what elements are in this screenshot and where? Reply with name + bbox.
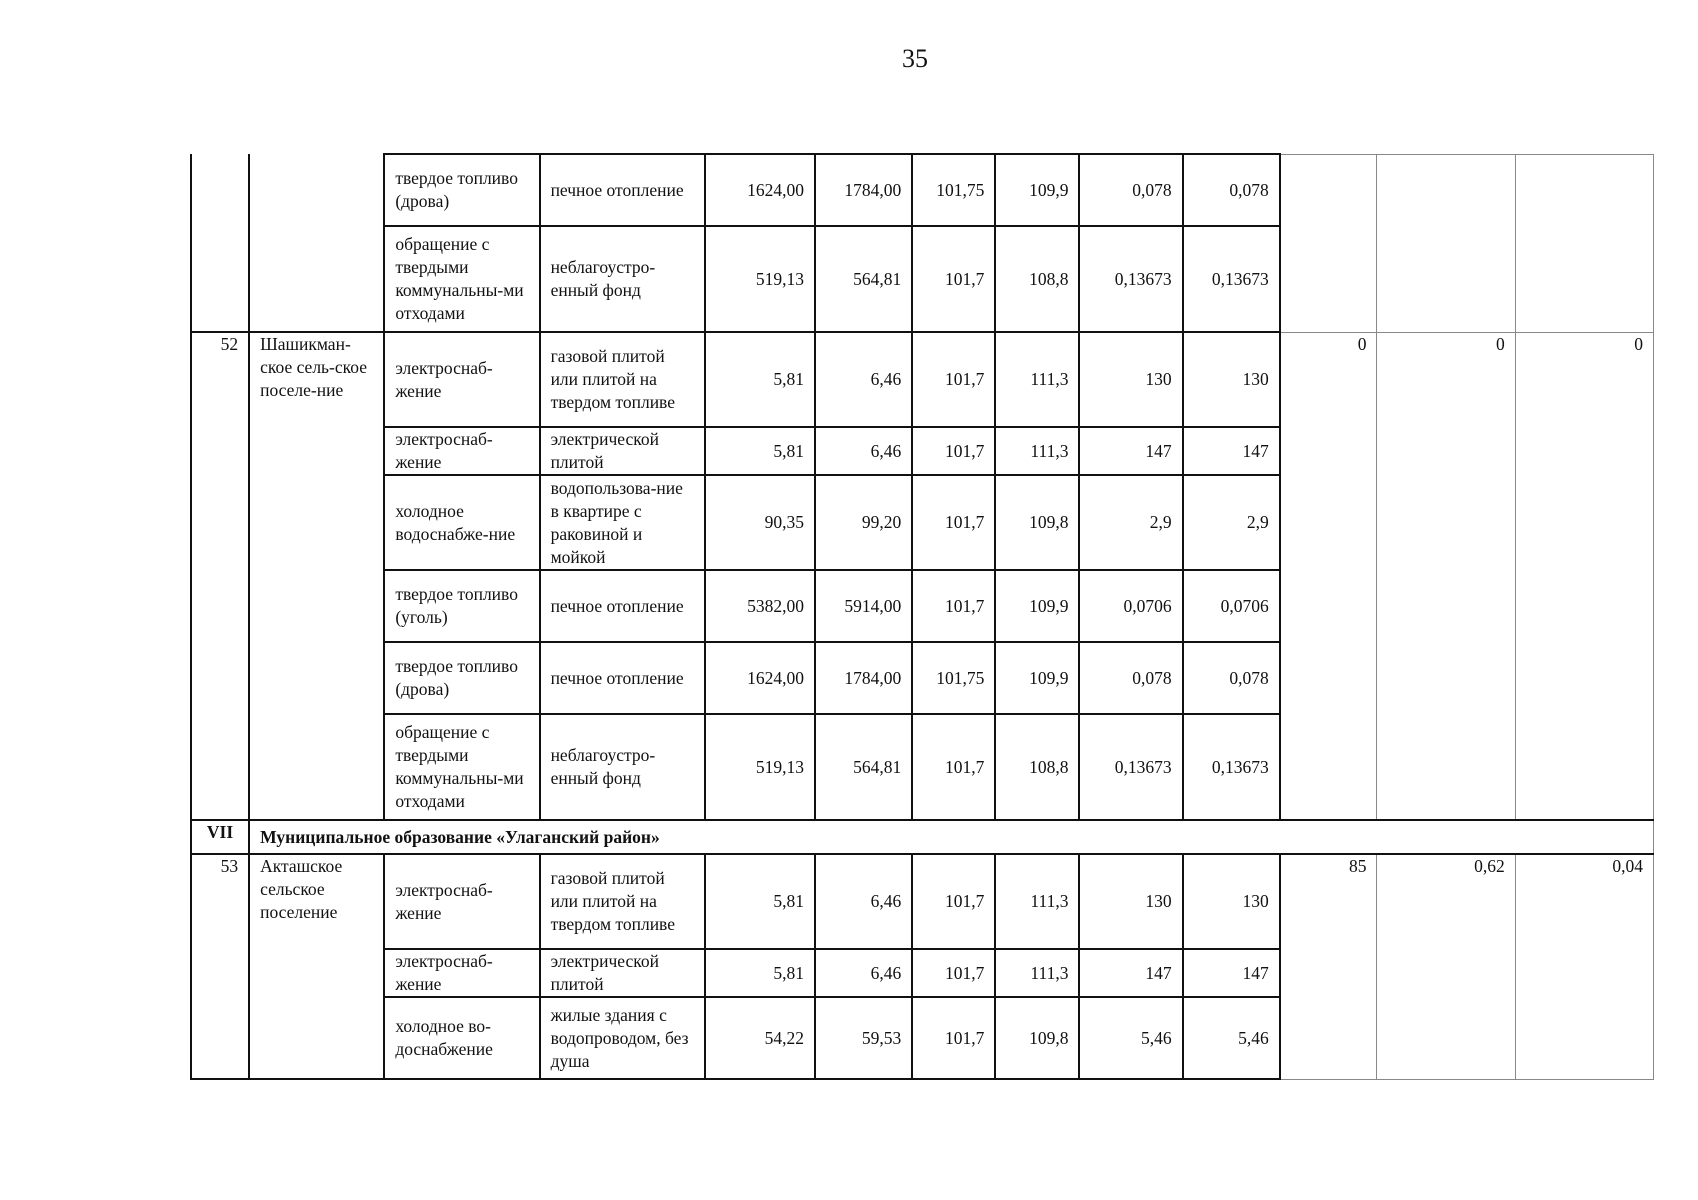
cell-number: 53 bbox=[191, 854, 249, 1079]
cell-value: 0,13673 bbox=[1183, 226, 1280, 332]
cell-value: 0,13673 bbox=[1079, 226, 1182, 332]
cell-extra bbox=[1377, 154, 1515, 332]
cell-extra bbox=[1280, 154, 1377, 332]
cell-value: 1784,00 bbox=[815, 154, 912, 226]
cell-value: 147 bbox=[1183, 427, 1280, 475]
cell-settlement bbox=[249, 154, 384, 332]
cell-value: 101,7 bbox=[912, 949, 995, 997]
cell-category: жилые здания с водопроводом, без душа bbox=[540, 997, 705, 1079]
cell-value: 564,81 bbox=[815, 714, 912, 820]
section-number: VII bbox=[191, 820, 249, 854]
section-title: Муниципальное образование «Улаганский район» bbox=[249, 820, 1653, 854]
cell-value: 99,20 bbox=[815, 475, 912, 570]
cell-value: 111,3 bbox=[995, 332, 1079, 427]
cell-category: неблагоустро-енный фонд bbox=[540, 714, 705, 820]
cell-value: 109,8 bbox=[995, 997, 1079, 1079]
cell-service: обращение с твердыми коммунальны-ми отходами bbox=[384, 714, 539, 820]
cell-value: 6,46 bbox=[815, 949, 912, 997]
cell-extra: 0,62 bbox=[1377, 854, 1515, 1079]
cell-service: твердое топливо (дрова) bbox=[384, 154, 539, 226]
page-number: 35 bbox=[902, 44, 928, 73]
cell-value: 130 bbox=[1079, 332, 1182, 427]
cell-value: 59,53 bbox=[815, 997, 912, 1079]
cell-value: 5382,00 bbox=[705, 570, 815, 642]
cell-value: 108,8 bbox=[995, 714, 1079, 820]
cell-value: 5,81 bbox=[705, 854, 815, 949]
cell-value: 0,078 bbox=[1183, 642, 1280, 714]
cell-number bbox=[191, 154, 249, 332]
cell-value: 2,9 bbox=[1079, 475, 1182, 570]
cell-extra: 0 bbox=[1377, 332, 1515, 820]
cell-extra: 0 bbox=[1280, 332, 1377, 820]
table-row bbox=[191, 332, 1654, 427]
cell-value: 101,7 bbox=[912, 475, 995, 570]
cell-category: неблагоустро-енный фонд bbox=[540, 226, 705, 332]
cell-category: электрической плитой bbox=[540, 949, 705, 997]
cell-number: 52 bbox=[191, 332, 249, 820]
cell-service: холодное во-доснабжение bbox=[384, 997, 539, 1079]
cell-value: 2,9 bbox=[1183, 475, 1280, 570]
cell-value: 147 bbox=[1079, 949, 1182, 997]
cell-value: 101,7 bbox=[912, 570, 995, 642]
cell-value: 109,9 bbox=[995, 642, 1079, 714]
cell-value: 90,35 bbox=[705, 475, 815, 570]
cell-value: 0,0706 bbox=[1183, 570, 1280, 642]
cell-service: обращение с твердыми коммунальны-ми отходами bbox=[384, 226, 539, 332]
cell-value: 519,13 bbox=[705, 714, 815, 820]
cell-value: 5,81 bbox=[705, 949, 815, 997]
cell-service: электроснаб-жение bbox=[384, 854, 539, 949]
cell-value: 130 bbox=[1183, 332, 1280, 427]
cell-category: водопользова-ние в квартире с раковиной и мойкой bbox=[540, 475, 705, 570]
cell-service: твердое топливо (дрова) bbox=[384, 642, 539, 714]
cell-value: 5,46 bbox=[1079, 997, 1182, 1079]
cell-value: 0,078 bbox=[1079, 154, 1182, 226]
cell-service: электроснаб-жение bbox=[384, 332, 539, 427]
cell-value: 5914,00 bbox=[815, 570, 912, 642]
cell-value: 101,7 bbox=[912, 714, 995, 820]
section-row bbox=[191, 820, 1654, 854]
cell-settlement: Акташское сельское поселение bbox=[249, 854, 384, 1079]
cell-value: 109,9 bbox=[995, 570, 1079, 642]
cell-extra bbox=[1515, 154, 1653, 332]
cell-value: 6,46 bbox=[815, 332, 912, 427]
cell-category: печное отопление bbox=[540, 570, 705, 642]
cell-value: 111,3 bbox=[995, 949, 1079, 997]
cell-value: 54,22 bbox=[705, 997, 815, 1079]
cell-extra: 85 bbox=[1280, 854, 1377, 1079]
cell-value: 0,078 bbox=[1183, 154, 1280, 226]
table-row bbox=[191, 854, 1654, 949]
cell-value: 147 bbox=[1183, 949, 1280, 997]
cell-value: 1624,00 bbox=[705, 154, 815, 226]
cell-value: 109,9 bbox=[995, 154, 1079, 226]
cell-value: 101,7 bbox=[912, 997, 995, 1079]
cell-service: электроснаб-жение bbox=[384, 427, 539, 475]
table-row bbox=[191, 154, 1654, 226]
cell-value: 111,3 bbox=[995, 854, 1079, 949]
cell-extra: 0,04 bbox=[1515, 854, 1653, 1079]
cell-value: 519,13 bbox=[705, 226, 815, 332]
cell-category: печное отопление bbox=[540, 154, 705, 226]
cell-value: 130 bbox=[1183, 854, 1280, 949]
cell-value: 5,81 bbox=[705, 332, 815, 427]
cell-service: холодное водоснабже-ние bbox=[384, 475, 539, 570]
cell-value: 108,8 bbox=[995, 226, 1079, 332]
cell-category: газовой плитой или плитой на твердом топливе bbox=[540, 332, 705, 427]
cell-category: газовой плитой или плитой на твердом топливе bbox=[540, 854, 705, 949]
cell-category: электрической плитой bbox=[540, 427, 705, 475]
cell-value: 0,078 bbox=[1079, 642, 1182, 714]
cell-value: 130 bbox=[1079, 854, 1182, 949]
cell-value: 564,81 bbox=[815, 226, 912, 332]
cell-value: 109,8 bbox=[995, 475, 1079, 570]
cell-category: печное отопление bbox=[540, 642, 705, 714]
cell-value: 101,7 bbox=[912, 332, 995, 427]
cell-value: 147 bbox=[1079, 427, 1182, 475]
tariff-table bbox=[190, 153, 1654, 1080]
cell-value: 6,46 bbox=[815, 427, 912, 475]
cell-value: 1784,00 bbox=[815, 642, 912, 714]
cell-value: 5,81 bbox=[705, 427, 815, 475]
cell-extra: 0 bbox=[1515, 332, 1653, 820]
cell-value: 101,75 bbox=[912, 154, 995, 226]
cell-value: 111,3 bbox=[995, 427, 1079, 475]
cell-value: 101,7 bbox=[912, 854, 995, 949]
cell-value: 6,46 bbox=[815, 854, 912, 949]
cell-value: 0,0706 bbox=[1079, 570, 1182, 642]
cell-value: 0,13673 bbox=[1079, 714, 1182, 820]
cell-value: 101,7 bbox=[912, 226, 995, 332]
cell-service: твердое топливо (уголь) bbox=[384, 570, 539, 642]
cell-value: 5,46 bbox=[1183, 997, 1280, 1079]
cell-settlement: Шашикман-ское сель-ское поселе-ние bbox=[249, 332, 384, 820]
cell-value: 101,7 bbox=[912, 427, 995, 475]
cell-service: электроснаб-жение bbox=[384, 949, 539, 997]
cell-value: 1624,00 bbox=[705, 642, 815, 714]
cell-value: 0,13673 bbox=[1183, 714, 1280, 820]
cell-value: 101,75 bbox=[912, 642, 995, 714]
